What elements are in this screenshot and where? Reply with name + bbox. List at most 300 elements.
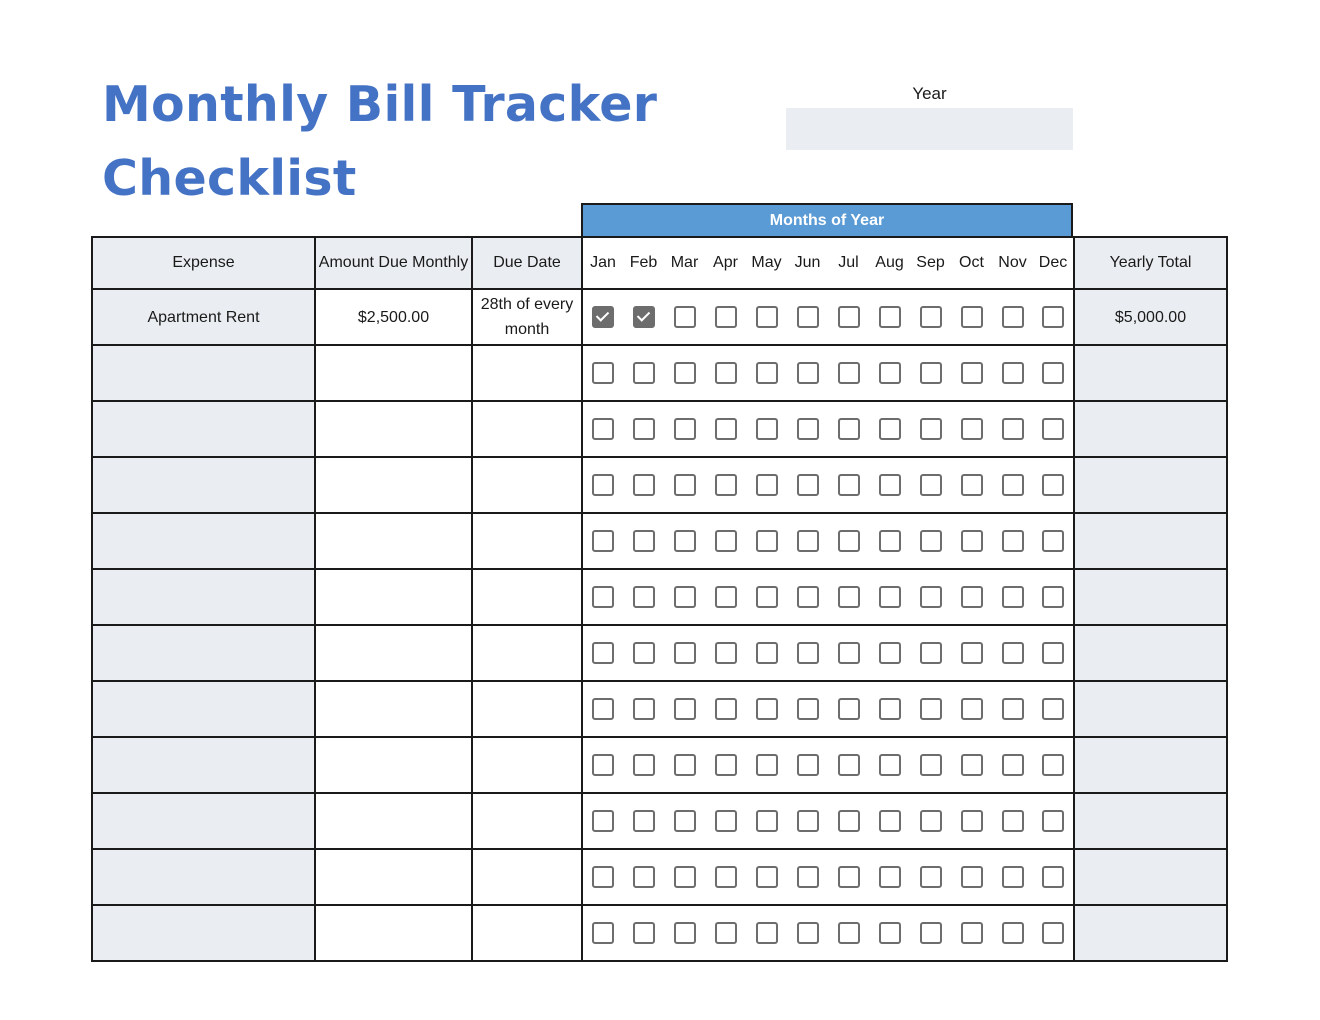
month-cell-may bbox=[746, 905, 787, 961]
table-row bbox=[92, 905, 1227, 961]
month-cell-feb bbox=[623, 905, 664, 961]
checkbox[interactable] bbox=[633, 866, 655, 888]
due-date-cell[interactable] bbox=[472, 345, 582, 401]
month-cell-apr bbox=[705, 569, 746, 625]
checkbox[interactable] bbox=[1042, 306, 1064, 328]
month-cell-jun bbox=[787, 457, 828, 513]
checkbox[interactable] bbox=[879, 586, 901, 608]
month-cell-mar bbox=[664, 345, 705, 401]
month-cell-apr bbox=[705, 849, 746, 905]
month-cell-nov bbox=[992, 345, 1033, 401]
table-body bbox=[92, 289, 1227, 961]
yearly-total-cell bbox=[1074, 569, 1227, 625]
month-cell-sep bbox=[910, 345, 951, 401]
checkbox[interactable] bbox=[797, 698, 819, 720]
checkbox[interactable] bbox=[1002, 586, 1024, 608]
checkbox[interactable] bbox=[961, 642, 983, 664]
month-cell-sep bbox=[910, 289, 951, 345]
checkbox[interactable] bbox=[1042, 922, 1064, 944]
yearly-total-cell bbox=[1074, 681, 1227, 737]
checkbox[interactable] bbox=[879, 810, 901, 832]
checkbox[interactable] bbox=[592, 810, 614, 832]
checkbox[interactable] bbox=[797, 754, 819, 776]
header-due-date: Due Date bbox=[472, 237, 582, 289]
expense-cell[interactable] bbox=[92, 345, 315, 401]
checkbox[interactable] bbox=[838, 698, 860, 720]
checkbox[interactable] bbox=[715, 754, 737, 776]
checkbox[interactable] bbox=[633, 362, 655, 384]
checkbox[interactable] bbox=[715, 866, 737, 888]
month-cell-may bbox=[746, 793, 787, 849]
checkbox[interactable] bbox=[674, 362, 696, 384]
checkbox[interactable] bbox=[674, 306, 696, 328]
checkbox[interactable] bbox=[1042, 810, 1064, 832]
month-cell-jun bbox=[787, 905, 828, 961]
due-date-cell[interactable] bbox=[472, 401, 582, 457]
amount-due-cell[interactable] bbox=[315, 625, 472, 681]
checkbox[interactable] bbox=[674, 754, 696, 776]
checkbox[interactable] bbox=[879, 474, 901, 496]
checkbox[interactable] bbox=[961, 698, 983, 720]
checkbox[interactable] bbox=[674, 810, 696, 832]
header-month-sep: Sep bbox=[910, 237, 951, 289]
checkbox[interactable] bbox=[797, 866, 819, 888]
checkbox[interactable] bbox=[797, 474, 819, 496]
checkbox[interactable] bbox=[633, 474, 655, 496]
header-month-mar: Mar bbox=[664, 237, 705, 289]
checkbox[interactable] bbox=[592, 922, 614, 944]
checkbox[interactable] bbox=[838, 306, 860, 328]
month-cell-feb bbox=[623, 793, 664, 849]
month-cell-jan bbox=[582, 457, 623, 513]
month-cell-nov bbox=[992, 737, 1033, 793]
checkbox[interactable] bbox=[879, 306, 901, 328]
checkbox[interactable] bbox=[756, 530, 778, 552]
checkbox[interactable] bbox=[838, 530, 860, 552]
yearly-total-cell bbox=[1074, 849, 1227, 905]
month-cell-jun bbox=[787, 513, 828, 569]
checkbox[interactable] bbox=[920, 418, 942, 440]
month-cell-dec bbox=[1033, 737, 1074, 793]
amount-due-cell[interactable] bbox=[315, 681, 472, 737]
month-cell-jun bbox=[787, 793, 828, 849]
month-cell-nov bbox=[992, 905, 1033, 961]
expense-cell[interactable] bbox=[92, 905, 315, 961]
month-cell-nov bbox=[992, 569, 1033, 625]
title-line-2: Checklist bbox=[102, 150, 357, 207]
checkbox[interactable] bbox=[961, 754, 983, 776]
checkbox[interactable] bbox=[674, 866, 696, 888]
month-cell-apr bbox=[705, 457, 746, 513]
checkbox[interactable] bbox=[797, 642, 819, 664]
month-cell-may bbox=[746, 457, 787, 513]
checkbox[interactable] bbox=[756, 866, 778, 888]
month-cell-sep bbox=[910, 569, 951, 625]
checkbox[interactable] bbox=[920, 474, 942, 496]
checkbox[interactable] bbox=[633, 586, 655, 608]
checkbox[interactable] bbox=[961, 362, 983, 384]
month-cell-jul bbox=[828, 793, 869, 849]
checkbox[interactable] bbox=[961, 866, 983, 888]
checkbox[interactable] bbox=[879, 362, 901, 384]
due-date-cell[interactable]: 28th of every month bbox=[472, 289, 582, 345]
yearly-total-cell bbox=[1074, 457, 1227, 513]
yearly-total-cell bbox=[1074, 737, 1227, 793]
month-cell-dec bbox=[1033, 569, 1074, 625]
checkbox[interactable] bbox=[633, 418, 655, 440]
month-cell-jan bbox=[582, 849, 623, 905]
expense-cell[interactable] bbox=[92, 849, 315, 905]
month-cell-feb bbox=[623, 345, 664, 401]
expense-cell[interactable] bbox=[92, 513, 315, 569]
month-cell-mar bbox=[664, 793, 705, 849]
checkbox[interactable] bbox=[920, 642, 942, 664]
header-month-aug: Aug bbox=[869, 237, 910, 289]
checkbox[interactable] bbox=[879, 642, 901, 664]
checkbox[interactable] bbox=[1002, 698, 1024, 720]
month-cell-mar bbox=[664, 289, 705, 345]
checkbox[interactable] bbox=[592, 698, 614, 720]
checkbox[interactable] bbox=[633, 642, 655, 664]
checkbox[interactable] bbox=[756, 306, 778, 328]
checkbox[interactable] bbox=[1042, 642, 1064, 664]
checkbox[interactable] bbox=[920, 754, 942, 776]
month-cell-nov bbox=[992, 513, 1033, 569]
month-cell-aug bbox=[869, 905, 910, 961]
checkbox[interactable] bbox=[1002, 362, 1024, 384]
month-cell-sep bbox=[910, 793, 951, 849]
month-cell-may bbox=[746, 345, 787, 401]
checkbox[interactable] bbox=[633, 810, 655, 832]
month-cell-aug bbox=[869, 681, 910, 737]
amount-due-cell[interactable] bbox=[315, 513, 472, 569]
expense-cell[interactable] bbox=[92, 737, 315, 793]
checkbox[interactable] bbox=[715, 362, 737, 384]
checkbox[interactable] bbox=[961, 810, 983, 832]
checkbox[interactable] bbox=[1002, 810, 1024, 832]
checkbox[interactable] bbox=[838, 474, 860, 496]
checkbox[interactable] bbox=[920, 306, 942, 328]
checkbox[interactable] bbox=[838, 642, 860, 664]
month-cell-aug bbox=[869, 569, 910, 625]
due-date-cell[interactable] bbox=[472, 569, 582, 625]
amount-due-cell[interactable] bbox=[315, 737, 472, 793]
table-row bbox=[92, 849, 1227, 905]
checkbox[interactable] bbox=[756, 642, 778, 664]
month-cell-may bbox=[746, 569, 787, 625]
amount-due-cell[interactable]: $2,500.00 bbox=[315, 289, 472, 345]
month-cell-feb bbox=[623, 681, 664, 737]
due-date-cell[interactable] bbox=[472, 905, 582, 961]
checkbox[interactable] bbox=[674, 922, 696, 944]
month-cell-sep bbox=[910, 625, 951, 681]
checkbox[interactable] bbox=[715, 810, 737, 832]
checkbox[interactable] bbox=[961, 922, 983, 944]
checkbox[interactable] bbox=[1002, 642, 1024, 664]
month-cell-jul bbox=[828, 513, 869, 569]
month-cell-jul bbox=[828, 345, 869, 401]
amount-due-cell[interactable] bbox=[315, 849, 472, 905]
month-cell-jun bbox=[787, 849, 828, 905]
checkbox[interactable] bbox=[756, 474, 778, 496]
checkbox[interactable] bbox=[1042, 754, 1064, 776]
month-cell-dec bbox=[1033, 793, 1074, 849]
checked-checkbox[interactable] bbox=[592, 306, 614, 328]
month-cell-oct bbox=[951, 793, 992, 849]
month-cell-oct bbox=[951, 569, 992, 625]
checkbox[interactable] bbox=[1042, 698, 1064, 720]
checkbox[interactable] bbox=[715, 642, 737, 664]
checkbox[interactable] bbox=[920, 922, 942, 944]
yearly-total-cell bbox=[1074, 513, 1227, 569]
checkbox[interactable] bbox=[838, 418, 860, 440]
month-cell-feb bbox=[623, 401, 664, 457]
month-cell-feb bbox=[623, 457, 664, 513]
month-cell-jan bbox=[582, 345, 623, 401]
month-cell-jan bbox=[582, 401, 623, 457]
checkbox[interactable] bbox=[674, 698, 696, 720]
checkbox[interactable] bbox=[756, 922, 778, 944]
month-cell-sep bbox=[910, 457, 951, 513]
expense-cell[interactable] bbox=[92, 681, 315, 737]
checkbox[interactable] bbox=[592, 754, 614, 776]
checkbox[interactable] bbox=[879, 530, 901, 552]
month-cell-aug bbox=[869, 345, 910, 401]
checkbox[interactable] bbox=[879, 418, 901, 440]
checkbox[interactable] bbox=[674, 474, 696, 496]
checkbox[interactable] bbox=[920, 866, 942, 888]
checkbox[interactable] bbox=[838, 754, 860, 776]
checkbox[interactable] bbox=[1002, 754, 1024, 776]
checkbox[interactable] bbox=[592, 866, 614, 888]
month-cell-jun bbox=[787, 569, 828, 625]
checkbox[interactable] bbox=[961, 306, 983, 328]
checkbox[interactable] bbox=[715, 698, 737, 720]
page-title bbox=[102, 68, 657, 216]
checkbox[interactable] bbox=[592, 418, 614, 440]
due-date-cell[interactable] bbox=[472, 849, 582, 905]
checkbox[interactable] bbox=[920, 698, 942, 720]
checkbox[interactable] bbox=[592, 530, 614, 552]
month-cell-dec bbox=[1033, 513, 1074, 569]
month-cell-may bbox=[746, 401, 787, 457]
title-line-1: Monthly Bill Tracker bbox=[102, 76, 658, 133]
header-month-feb: Feb bbox=[623, 237, 664, 289]
bill-tracker-table bbox=[91, 236, 1228, 962]
checkbox[interactable] bbox=[674, 642, 696, 664]
year-input[interactable] bbox=[786, 108, 1073, 150]
checkbox[interactable] bbox=[1042, 362, 1064, 384]
month-cell-oct bbox=[951, 345, 992, 401]
checkbox[interactable] bbox=[1002, 530, 1024, 552]
due-date-cell[interactable] bbox=[472, 737, 582, 793]
expense-cell[interactable] bbox=[92, 401, 315, 457]
checkbox[interactable] bbox=[1042, 530, 1064, 552]
checkbox[interactable] bbox=[1002, 306, 1024, 328]
checkbox[interactable] bbox=[756, 362, 778, 384]
month-cell-aug bbox=[869, 737, 910, 793]
checkbox[interactable] bbox=[838, 586, 860, 608]
month-cell-sep bbox=[910, 905, 951, 961]
amount-due-cell[interactable] bbox=[315, 905, 472, 961]
due-date-cell[interactable] bbox=[472, 681, 582, 737]
month-cell-jan bbox=[582, 681, 623, 737]
month-cell-apr bbox=[705, 401, 746, 457]
checkbox[interactable] bbox=[879, 922, 901, 944]
checkbox[interactable] bbox=[756, 754, 778, 776]
header-yearly-total: Yearly Total bbox=[1074, 237, 1227, 289]
month-cell-nov bbox=[992, 681, 1033, 737]
checkbox[interactable] bbox=[797, 586, 819, 608]
yearly-total-cell: $5,000.00 bbox=[1074, 289, 1227, 345]
checkbox[interactable] bbox=[756, 418, 778, 440]
checkbox[interactable] bbox=[715, 306, 737, 328]
checkbox[interactable] bbox=[838, 362, 860, 384]
due-date-cell[interactable] bbox=[472, 457, 582, 513]
amount-due-cell[interactable] bbox=[315, 793, 472, 849]
checkbox[interactable] bbox=[797, 418, 819, 440]
due-date-cell[interactable] bbox=[472, 793, 582, 849]
month-cell-feb bbox=[623, 289, 664, 345]
month-cell-nov bbox=[992, 793, 1033, 849]
months-of-year-banner: Months of Year bbox=[581, 203, 1073, 236]
checkbox[interactable] bbox=[715, 922, 737, 944]
checkbox[interactable] bbox=[756, 586, 778, 608]
month-cell-dec bbox=[1033, 289, 1074, 345]
month-cell-oct bbox=[951, 513, 992, 569]
checkbox[interactable] bbox=[592, 586, 614, 608]
checkbox[interactable] bbox=[633, 530, 655, 552]
checkbox[interactable] bbox=[1042, 418, 1064, 440]
header-amount-due: Amount Due Monthly bbox=[315, 237, 472, 289]
checkbox[interactable] bbox=[797, 362, 819, 384]
month-cell-aug bbox=[869, 289, 910, 345]
amount-due-cell[interactable] bbox=[315, 457, 472, 513]
month-cell-jan bbox=[582, 289, 623, 345]
checkbox[interactable] bbox=[756, 810, 778, 832]
expense-cell[interactable] bbox=[92, 793, 315, 849]
expense-cell[interactable] bbox=[92, 569, 315, 625]
checkbox[interactable] bbox=[920, 362, 942, 384]
month-cell-apr bbox=[705, 681, 746, 737]
month-cell-jul bbox=[828, 681, 869, 737]
checkbox[interactable] bbox=[961, 530, 983, 552]
month-cell-jan bbox=[582, 737, 623, 793]
table-row bbox=[92, 345, 1227, 401]
checkbox[interactable] bbox=[879, 698, 901, 720]
checkbox[interactable] bbox=[1002, 922, 1024, 944]
table-row bbox=[92, 569, 1227, 625]
checkbox[interactable] bbox=[674, 530, 696, 552]
amount-due-cell[interactable] bbox=[315, 401, 472, 457]
month-cell-apr bbox=[705, 625, 746, 681]
month-cell-aug bbox=[869, 401, 910, 457]
checkbox[interactable] bbox=[1002, 418, 1024, 440]
checkbox[interactable] bbox=[838, 810, 860, 832]
month-cell-apr bbox=[705, 737, 746, 793]
month-cell-jul bbox=[828, 401, 869, 457]
due-date-cell[interactable] bbox=[472, 625, 582, 681]
expense-cell[interactable] bbox=[92, 457, 315, 513]
amount-due-cell[interactable] bbox=[315, 345, 472, 401]
month-cell-jan bbox=[582, 513, 623, 569]
month-cell-feb bbox=[623, 569, 664, 625]
expense-cell[interactable]: Apartment Rent bbox=[92, 289, 315, 345]
month-cell-jun bbox=[787, 681, 828, 737]
month-cell-oct bbox=[951, 905, 992, 961]
checkbox[interactable] bbox=[797, 922, 819, 944]
month-cell-sep bbox=[910, 513, 951, 569]
due-date-cell[interactable] bbox=[472, 513, 582, 569]
month-cell-sep bbox=[910, 401, 951, 457]
month-cell-oct bbox=[951, 681, 992, 737]
checkbox[interactable] bbox=[838, 866, 860, 888]
month-cell-apr bbox=[705, 905, 746, 961]
month-cell-jun bbox=[787, 401, 828, 457]
checked-checkbox[interactable] bbox=[633, 306, 655, 328]
checkbox[interactable] bbox=[592, 642, 614, 664]
checkbox[interactable] bbox=[1042, 866, 1064, 888]
month-cell-mar bbox=[664, 849, 705, 905]
checkbox[interactable] bbox=[879, 866, 901, 888]
checkbox[interactable] bbox=[715, 418, 737, 440]
checkbox[interactable] bbox=[756, 698, 778, 720]
checkbox[interactable] bbox=[879, 754, 901, 776]
month-cell-apr bbox=[705, 513, 746, 569]
expense-cell[interactable] bbox=[92, 625, 315, 681]
checkbox[interactable] bbox=[715, 530, 737, 552]
checkbox[interactable] bbox=[961, 474, 983, 496]
checkbox[interactable] bbox=[920, 810, 942, 832]
header-month-dec: Dec bbox=[1033, 237, 1074, 289]
checkbox[interactable] bbox=[674, 418, 696, 440]
month-cell-sep bbox=[910, 737, 951, 793]
checkbox[interactable] bbox=[633, 698, 655, 720]
checkbox[interactable] bbox=[633, 922, 655, 944]
amount-due-cell[interactable] bbox=[315, 569, 472, 625]
checkbox[interactable] bbox=[920, 586, 942, 608]
checkbox[interactable] bbox=[838, 922, 860, 944]
month-cell-oct bbox=[951, 289, 992, 345]
header-expense: Expense bbox=[92, 237, 315, 289]
checkbox[interactable] bbox=[797, 306, 819, 328]
checkbox[interactable] bbox=[633, 754, 655, 776]
checkbox[interactable] bbox=[961, 586, 983, 608]
month-cell-jul bbox=[828, 849, 869, 905]
table-row bbox=[92, 737, 1227, 793]
checkbox[interactable] bbox=[592, 362, 614, 384]
month-cell-may bbox=[746, 681, 787, 737]
checkbox[interactable] bbox=[961, 418, 983, 440]
table-row bbox=[92, 457, 1227, 513]
checkbox[interactable] bbox=[592, 474, 614, 496]
checkbox[interactable] bbox=[715, 474, 737, 496]
checkbox[interactable] bbox=[797, 530, 819, 552]
month-cell-mar bbox=[664, 681, 705, 737]
checkbox[interactable] bbox=[1042, 586, 1064, 608]
checkbox[interactable] bbox=[920, 530, 942, 552]
month-cell-may bbox=[746, 625, 787, 681]
month-cell-nov bbox=[992, 625, 1033, 681]
checkbox[interactable] bbox=[1042, 474, 1064, 496]
checkbox[interactable] bbox=[715, 586, 737, 608]
month-cell-feb bbox=[623, 849, 664, 905]
checkbox[interactable] bbox=[674, 586, 696, 608]
checkbox[interactable] bbox=[1002, 474, 1024, 496]
checkbox[interactable] bbox=[797, 810, 819, 832]
header-month-oct: Oct bbox=[951, 237, 992, 289]
checkbox[interactable] bbox=[1002, 866, 1024, 888]
